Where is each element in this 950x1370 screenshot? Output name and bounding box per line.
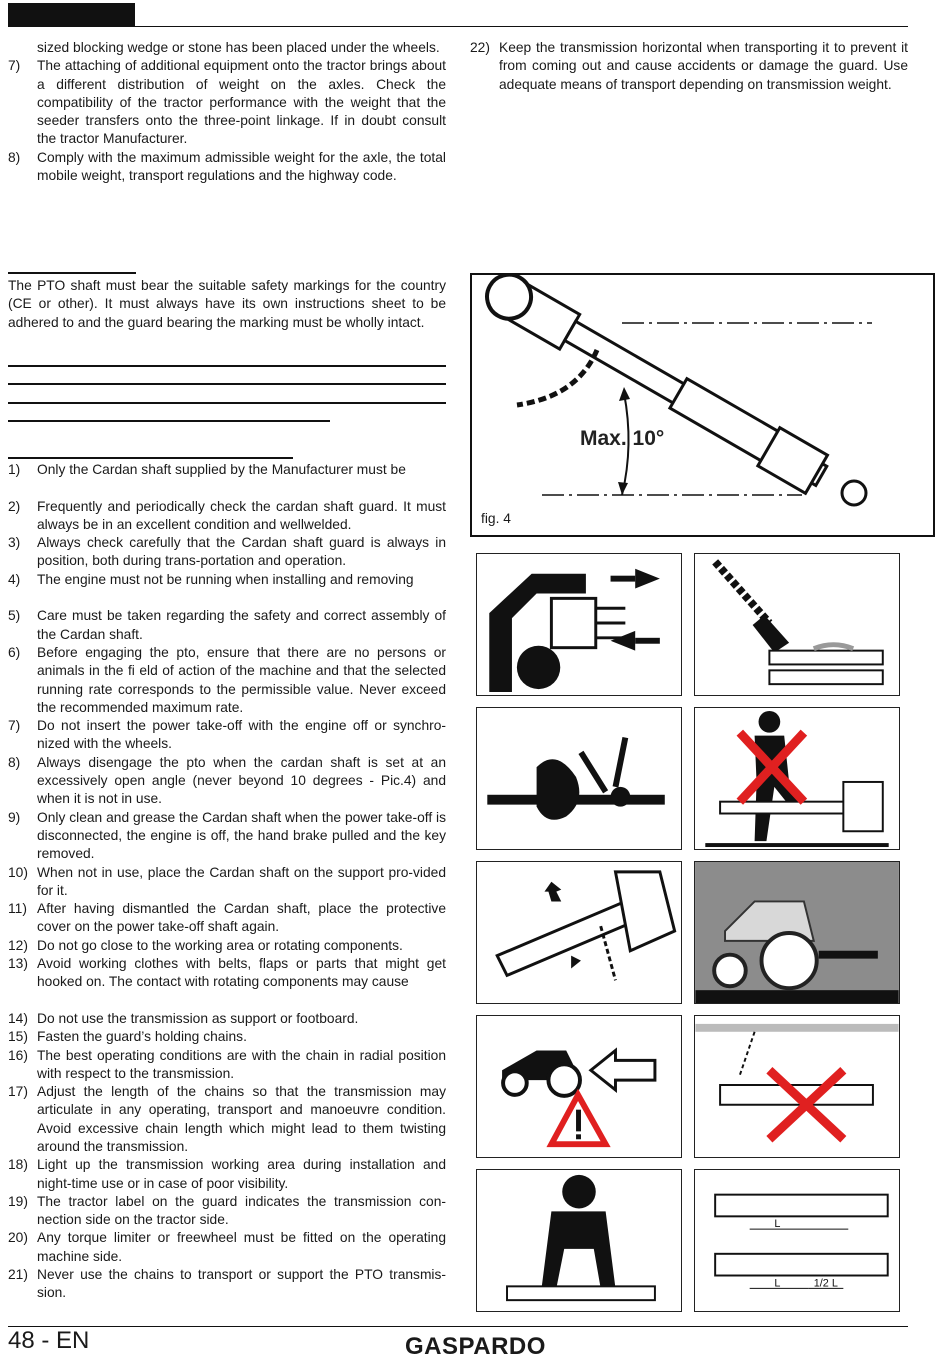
pto-engage-icon bbox=[477, 554, 681, 695]
list-item: 20) Any torque limiter or freewheel must be fitted on the operating machine side. bbox=[8, 1230, 446, 1264]
list-item: 10) When not in use, place the Cardan shaft on the support pro-vided for it. bbox=[8, 864, 446, 898]
list-item: 8) Comply with the maximum admissible weight for the axle, the total mobile weight, transport regulations and the highway code. bbox=[8, 149, 446, 184]
left-top-text bbox=[8, 39, 446, 185]
entanglement-warning-icon bbox=[477, 708, 681, 849]
list-item: 17) Adjust the length of the chains so that the transmission may articulate in any operating, transport and manoeuvre condition. Avoid excessive chain length which might lead to them twisting around the transmission. bbox=[8, 1084, 446, 1154]
section-heading-rule bbox=[8, 457, 293, 459]
grease-brush-icon bbox=[695, 554, 899, 695]
header-rule bbox=[8, 26, 908, 27]
list-item: 4) The engine must not be running when installing and removing bbox=[8, 571, 414, 587]
list-item: 14) Do not use the transmission as support or footboard. bbox=[8, 1010, 359, 1026]
list-item: 5) Care must be taken regarding the safety and correct assembly of the Cardan shaft. bbox=[8, 608, 446, 642]
night-lighting-pictogram bbox=[694, 861, 900, 1004]
pto-intro-paragraph: The PTO shaft must bear the suitable safety markings for the country (CE or other). It must always have its own instructions sheet to be adhered to and the guard bearing the marking must be wholly intact. bbox=[8, 278, 446, 330]
figure-4 bbox=[470, 273, 935, 537]
carry-horizontally-pictogram bbox=[476, 1169, 682, 1312]
cardan-angle-diagram bbox=[472, 275, 933, 535]
header-block bbox=[8, 3, 135, 27]
list-item: 2) Frequently and periodically check the cardan shaft guard. It must always be in an excellent condition and wellwelded. bbox=[8, 498, 446, 532]
tractor-warning-icon bbox=[477, 1016, 681, 1157]
list-item: 15) Fasten the guard’s holding chains. bbox=[8, 1029, 247, 1045]
no-step-on-shaft-icon bbox=[695, 708, 899, 849]
redacted-line bbox=[8, 420, 330, 422]
list-item: 18) Light up the transmission working area during installation and night-time use or in case of poor visibility. bbox=[8, 1157, 446, 1191]
list-item: 22) Keep the transmission horizontal when transporting it to prevent it from coming out and cause accidents or damage the guard. Use adequate means of transport depending on transmission weight. bbox=[470, 40, 908, 92]
redacted-line bbox=[8, 365, 446, 367]
section-heading-rule bbox=[8, 272, 136, 274]
brand-logo: GASPARDO bbox=[405, 1333, 546, 1360]
list-item: 1) Only the Cardan shaft supplied by the Manufacturer must be bbox=[8, 462, 406, 477]
footer-rule bbox=[8, 1326, 908, 1327]
cardan-safety-list bbox=[8, 461, 446, 1303]
shaft-length-diagram bbox=[695, 1170, 899, 1311]
no-chain-lift-icon bbox=[695, 1016, 899, 1157]
person-carrying-shaft-icon bbox=[477, 1170, 681, 1311]
page-number: 48 - EN bbox=[8, 1327, 90, 1354]
length-label: L bbox=[774, 1218, 781, 1231]
list-item: 16) The best operating conditions are with the chain in radial position with respect to the transmission. bbox=[8, 1047, 446, 1081]
redacted-line bbox=[8, 383, 446, 385]
shaft-length-pictogram bbox=[694, 1169, 900, 1312]
no-chain-support-pictogram bbox=[694, 1015, 900, 1158]
item-6-continuation: sized blocking wedge or stone has been placed under the wheels. bbox=[37, 40, 440, 55]
list-item: 3) Always check carefully that the Cardan shaft guard is always in position, both during trans-portation and operation. bbox=[8, 535, 446, 569]
max-angle-label: Max. 10° bbox=[580, 427, 665, 450]
guard-chain-pictogram bbox=[476, 861, 682, 1004]
list-item: 21) Never use the chains to transport or support the PTO transmis-sion. bbox=[8, 1267, 446, 1301]
list-item: 8) Always disengage the pto when the cardan shaft is set at an excessively open angle (never beyond 10 degrees - Pic.4) and when it is not in use. bbox=[8, 754, 446, 807]
list-item: 12) Do not go close to the working area or rotating components. bbox=[8, 937, 403, 953]
list-item: 7) Do not insert the power take-off with the engine off or synchro-nized with the wheels. bbox=[8, 718, 446, 752]
tractor-at-night-icon bbox=[695, 862, 899, 1003]
figure-caption: fig. 4 bbox=[481, 511, 511, 526]
guard-chain-icon bbox=[477, 862, 681, 1003]
list-item: 13) Avoid working clothes with belts, flaps or parts that might get hooked on. The contact with rotating components may cause bbox=[8, 956, 446, 990]
half-length-label: 1/2 L bbox=[813, 1277, 838, 1290]
list-item: 7) The attaching of additional equipment onto the tractor brings about a different distribution of weight on the axles. Check the compatibility of the tractor performance with the weight that the seeder transfers onto the three-point linkage. If in doubt consult the tractor Manufacturer. bbox=[8, 58, 446, 147]
tractor-warning-pictogram bbox=[476, 1015, 682, 1158]
pto-engagement-pictogram bbox=[476, 553, 682, 696]
entanglement-pictogram bbox=[476, 707, 682, 850]
list-item: 11) After having dismantled the Cardan shaft, place the protective cover on the power take-off shaft again. bbox=[8, 901, 446, 935]
grease-pictogram bbox=[694, 553, 900, 696]
no-stepping-pictogram bbox=[694, 707, 900, 850]
list-item: 19) The tractor label on the guard indicates the transmission con-nection side on the tractor side. bbox=[8, 1193, 446, 1228]
list-item: 9) Only clean and grease the Cardan shaft when the power take-off is disconnected, the engine is off, the hand brake pulled and the key removed. bbox=[8, 809, 446, 862]
length-label: L bbox=[774, 1277, 781, 1290]
list-item: 6) Before engaging the pto, ensure that there are no persons or animals in the fi eld of action of the machine and that the selected running rate corresponds to the permissible value. Never exceed the recommended maximum rate. bbox=[8, 644, 446, 715]
redacted-line bbox=[8, 402, 446, 404]
right-top-text bbox=[470, 39, 908, 94]
